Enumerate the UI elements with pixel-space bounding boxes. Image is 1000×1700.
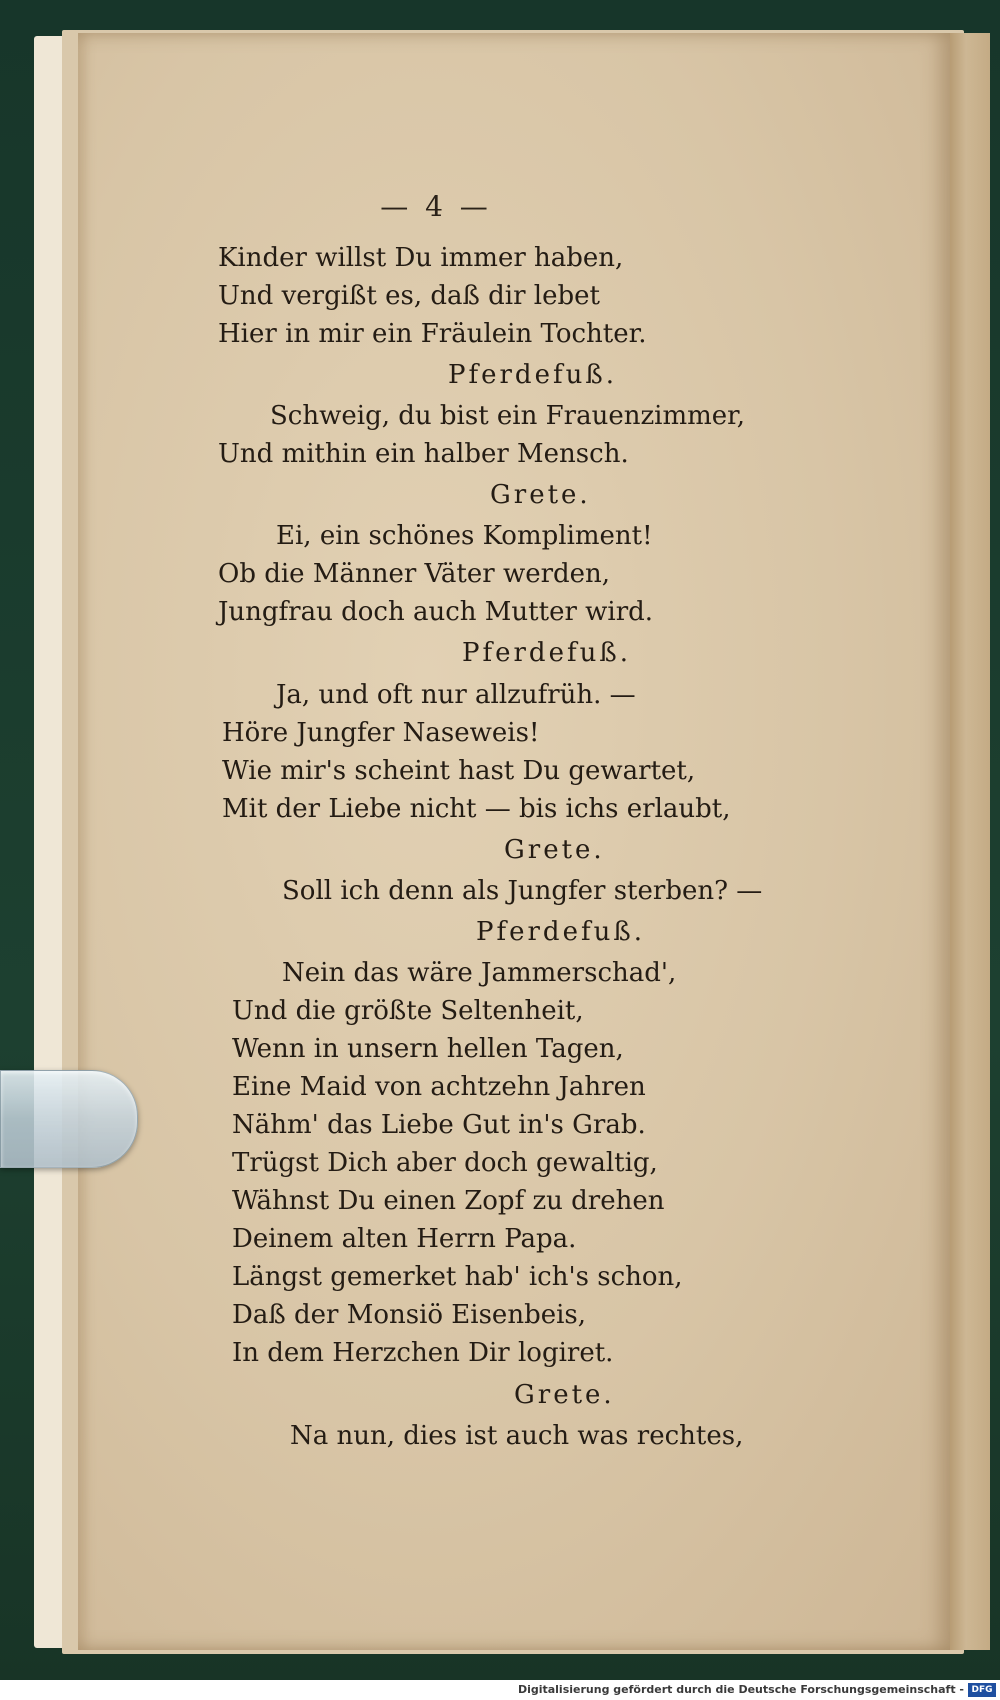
text-line: Eine Maid von achtzehn Jahren <box>232 1072 646 1102</box>
text-line: Mit der Liebe nicht — bis ichs erlaubt, <box>222 794 731 824</box>
text-line: Und mithin ein halber Mensch. <box>218 439 629 469</box>
text-line: Längst gemerket hab' ich's schon, <box>232 1262 683 1292</box>
dfg-logo: DFG <box>968 1683 996 1697</box>
text-line: Deinem alten Herrn Papa. <box>232 1224 577 1254</box>
text-line: Ob die Männer Väter werden, <box>218 559 611 589</box>
page-holder-clip <box>0 1070 138 1168</box>
text-line: Nähm' das Liebe Gut in's Grab. <box>232 1110 646 1140</box>
speaker-name: Grete. <box>514 1380 615 1410</box>
text-line: Kinder willst Du immer haben, <box>218 243 624 273</box>
text-line: Und die größte Seltenheit, <box>232 996 584 1026</box>
text-line: Jungfrau doch auch Mutter wird. <box>218 597 654 627</box>
digitization-credit: Digitalisierung gefördert durch die Deutsche Forschungsgemeinschaft - <box>517 1683 964 1696</box>
text-line: Wähnst Du einen Zopf zu drehen <box>232 1186 665 1216</box>
speaker-name: Grete. <box>504 835 605 865</box>
text-line: Daß der Monsiö Eisenbeis, <box>232 1300 587 1330</box>
speaker-name: Grete. <box>490 480 591 510</box>
page-number: — 4 — <box>380 190 492 223</box>
speaker-name: Pferdefuß. <box>462 638 631 668</box>
text-line: Nein das wäre Jammerschad', <box>282 958 677 988</box>
text-line: Wenn in unsern hellen Tagen, <box>232 1034 624 1064</box>
text-line: Höre Jungfer Naseweis! <box>222 718 540 748</box>
speaker-name: Pferdefuß. <box>476 917 645 947</box>
speaker-name: Pferdefuß. <box>448 360 617 390</box>
text-line: Ja, und oft nur allzufrüh. — <box>276 680 636 710</box>
text-line: Wie mir's scheint hast Du gewartet, <box>222 756 696 786</box>
text-line: Soll ich denn als Jungfer sterben? — <box>282 876 763 906</box>
page-gutter-shadow <box>950 33 990 1650</box>
text-line: Schweig, du bist ein Frauenzimmer, <box>270 401 746 431</box>
text-line: Trügst Dich aber doch gewaltig, <box>232 1148 658 1178</box>
text-line: Hier in mir ein Fräulein Tochter. <box>218 319 647 349</box>
text-line: Ei, ein schönes Kompliment! <box>276 521 653 551</box>
text-line: Und vergißt es, daß dir lebet <box>218 281 600 311</box>
text-line: In dem Herzchen Dir logiret. <box>232 1338 614 1368</box>
text-line: Na nun, dies ist auch was rechtes, <box>290 1421 744 1451</box>
